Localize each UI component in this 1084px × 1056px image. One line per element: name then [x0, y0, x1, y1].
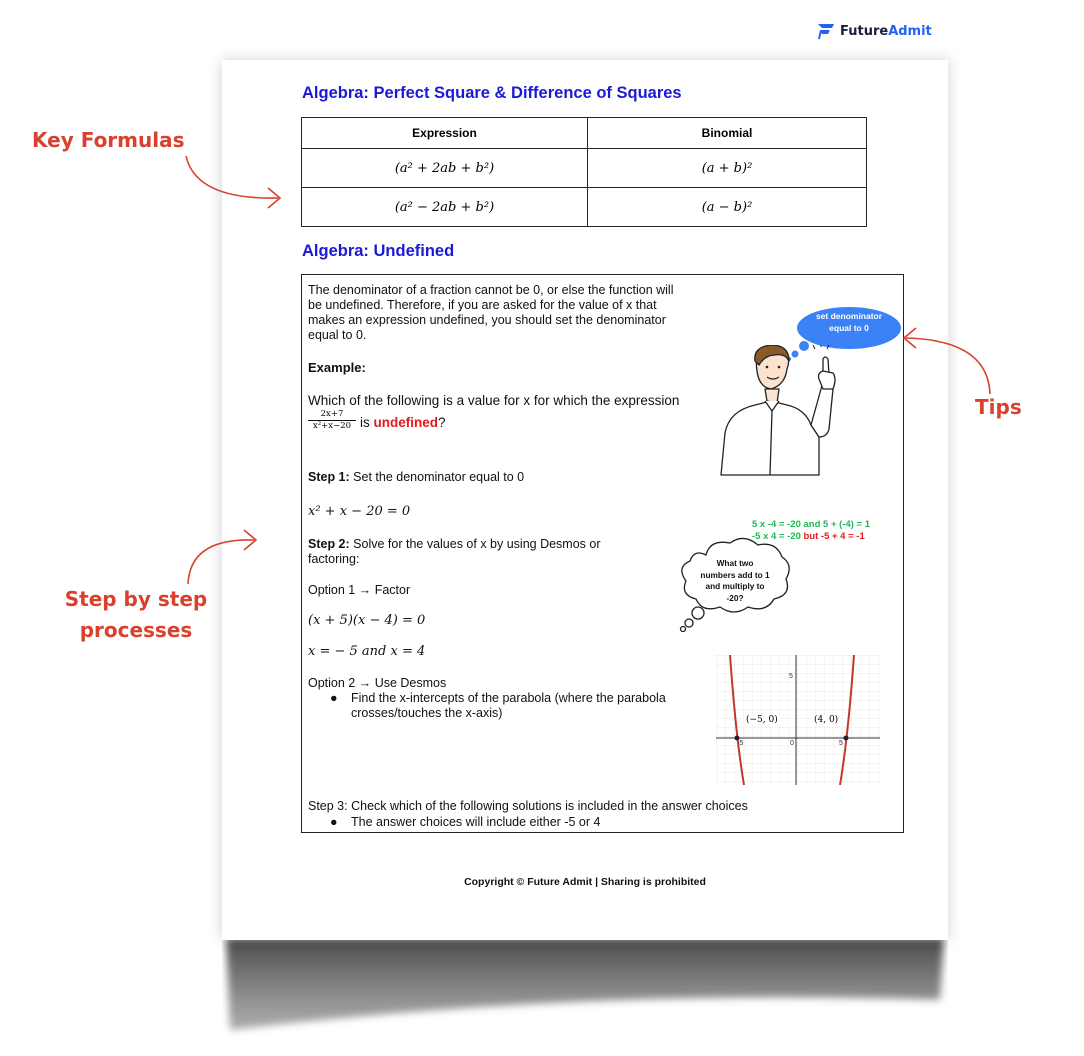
section-title-perfect-square: Algebra: Perfect Square & Difference of Squares	[302, 84, 682, 102]
tip-line: equal to 0	[829, 323, 869, 333]
intro-line: equal to 0.	[308, 328, 367, 342]
intro-paragraph	[308, 283, 718, 343]
table-cell: (a − b)²	[588, 188, 867, 227]
fraction	[308, 409, 356, 432]
graph-canvas	[716, 655, 880, 785]
step1	[308, 470, 524, 485]
bullet-dot: ●	[330, 691, 338, 705]
x-tick-label: 5	[839, 740, 843, 747]
tip-bubble-text	[797, 310, 901, 334]
check-line-red-part: but -5 + 4 = -1	[800, 531, 865, 542]
intercept-label-left: (−5, 0)	[746, 715, 778, 725]
thought-line: and multiply to	[705, 581, 765, 591]
table-cell: (a + b)²	[588, 149, 867, 188]
option1: Option 1 → Factor	[308, 583, 411, 597]
annotation-tips: Tips	[975, 395, 1022, 419]
bullet-line: crosses/touches the x-axis)	[351, 706, 503, 720]
person-illustration	[715, 345, 845, 477]
step2-text: Solve for the values of x by using Desmos or	[353, 537, 601, 551]
step2	[308, 537, 601, 567]
undefined-keyword: undefined	[373, 415, 439, 430]
arrow-tips	[898, 322, 998, 400]
step3: Step 3: Check which of the following solutions is included in the answer choices	[308, 799, 748, 813]
question-text: Which of the following is a value for x for which the expression	[308, 393, 680, 408]
column-header-binomial: Binomial	[588, 118, 867, 149]
solutions: x = − 5 and x = 4	[308, 644, 426, 659]
tip-line: set denominator	[815, 311, 883, 321]
intro-line: makes an expression undefined, you should set the denominator	[308, 313, 666, 327]
table-row	[302, 149, 867, 188]
bullet-line: Find the x-intercepts of the parabola (where the parabola	[351, 691, 666, 705]
formula-table	[301, 117, 867, 227]
thought-line: What two	[716, 558, 754, 568]
thought-line: -20?	[726, 592, 744, 603]
step2-text-cont: factoring:	[308, 552, 360, 566]
annotation-line: Step by step	[64, 587, 208, 611]
annotation-line: processes	[79, 618, 193, 642]
intercept-label-right: (4, 0)	[814, 715, 839, 725]
option2: Option 2 → Use Desmos	[308, 676, 447, 690]
origin-label: 0	[790, 740, 794, 747]
page-shadow	[222, 930, 948, 1040]
table-row	[302, 188, 867, 227]
factored-equation: (x + 5)(x − 4) = 0	[308, 613, 426, 628]
thought-bubble-text	[690, 558, 780, 604]
question-mark: ?	[438, 415, 446, 430]
question-tail	[360, 415, 446, 430]
question-is: is	[360, 415, 370, 430]
column-header-expression: Expression	[302, 118, 588, 149]
check-line-green: 5 x -4 = -20 and 5 + (-4) = 1	[752, 519, 871, 530]
step3-bullet: The answer choices will include either -5 or 4	[351, 815, 601, 829]
section-title-undefined: Algebra: Undefined	[302, 242, 455, 260]
step1-label: Step 1:	[308, 470, 350, 484]
check-line-green-part: -5 x 4 = -20	[752, 531, 801, 542]
intro-line: be undefined. Therefore, if you are asked for the value of x that	[308, 298, 657, 312]
fraction-denominator: x²+x−20	[308, 420, 356, 432]
brand-name: FutureAdmit	[840, 23, 932, 39]
table-cell: (a² + 2ab + b²)	[302, 149, 588, 188]
y-tick-label: 5	[789, 673, 793, 680]
intro-line: The denominator of a fraction cannot be 0, or else the function will	[308, 283, 674, 297]
x-tick-label-neg: -5	[737, 740, 744, 747]
thought-line: numbers add to 1	[700, 569, 770, 580]
desmos-graph	[716, 655, 880, 785]
option2-bullet	[351, 691, 666, 721]
annotation-key-formulas: Key Formulas	[32, 128, 185, 152]
step1-text: Set the denominator equal to 0	[353, 470, 525, 484]
annotation-step-by-step	[56, 584, 216, 646]
fraction-numerator: 2x+7	[320, 409, 344, 419]
copyright: Copyright © Future Admit | Sharing is prohibited	[464, 876, 706, 888]
table-cell: (a² − 2ab + b²)	[302, 188, 588, 227]
equation-denominator: x² + x − 20 = 0	[308, 504, 411, 519]
brand-icon	[816, 22, 836, 40]
brand-logo	[816, 22, 932, 40]
step2-label: Step 2:	[308, 537, 350, 551]
arrow-step-by-step	[180, 528, 260, 588]
bullet-dot: ●	[330, 815, 338, 829]
arrow-key-formulas	[182, 150, 292, 220]
example-label: Example:	[308, 360, 366, 375]
